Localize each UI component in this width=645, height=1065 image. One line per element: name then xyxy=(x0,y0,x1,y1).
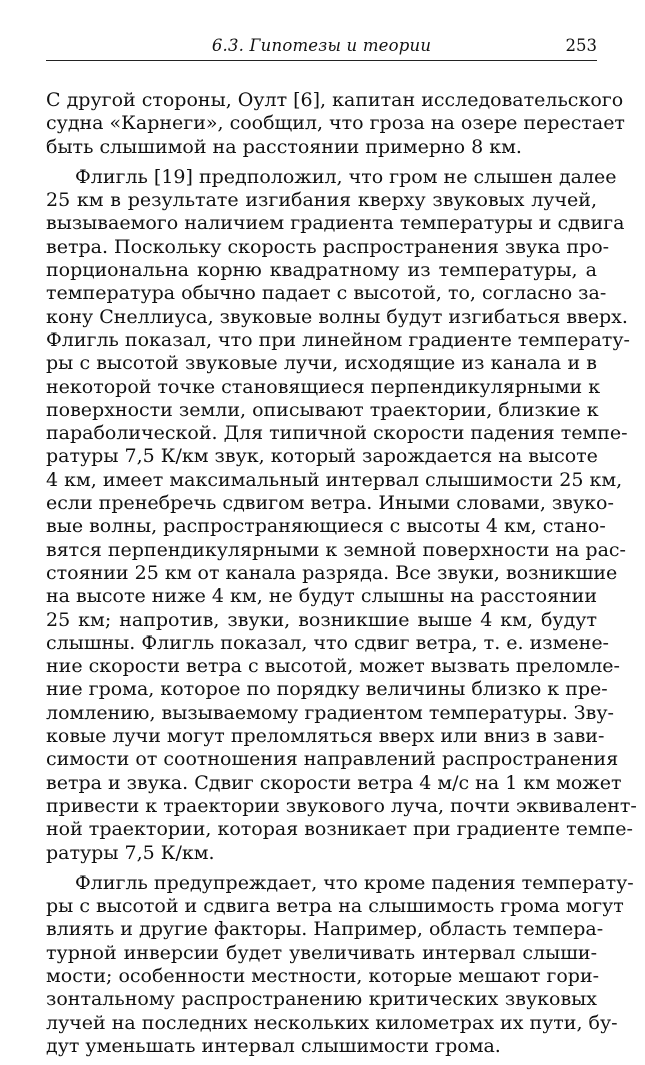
text-line: ковые лучи могут преломляться вверх или вниз в зави- xyxy=(46,725,605,748)
text-line: Флигль [19] предположил, что гром не слышен далее xyxy=(75,165,617,188)
text-line: ветра. Поскольку скорость распространения звука про- xyxy=(46,235,610,258)
page-number: 253 xyxy=(565,36,597,55)
text-line: Флигль предупреждает, что кроме падения температу- xyxy=(75,871,634,894)
text-line: дут уменьшать интервал слышимости грома. xyxy=(46,1034,501,1057)
text-line: С другой стороны, Оулт [6], капитан исследовательского xyxy=(46,89,624,111)
book-page xyxy=(46,34,637,1065)
text-line: лучей на последних нескольких километрах их пути, бу- xyxy=(46,1011,618,1034)
body-text xyxy=(46,89,637,1058)
text-line: поверхности земли, описывают траектории, близкие к xyxy=(46,398,599,421)
text-line: привести к траектории звукового луча, почти эквивалент- xyxy=(46,794,637,817)
text-line: ры с высотой звуковые лучи, исходящие из канала и в xyxy=(46,352,597,375)
text-line: 4 км, имеет максимальный интервал слышимости 25 км, xyxy=(46,468,623,491)
text-line: ратуры 7,5 К/км звук, который зарождается на высоте xyxy=(46,445,598,468)
running-title: 6.3. Гипотезы и теории xyxy=(211,36,432,55)
text-line: турной инверсии будет увеличивать интервал слыши- xyxy=(46,941,597,964)
text-line: зонтальному распространению критических звуковых xyxy=(46,988,597,1011)
text-line: ломлению, вызываемому градиентом температуры. Зву- xyxy=(46,701,614,724)
text-line: вызываемого наличием градиента температуры и сдвига xyxy=(46,212,625,235)
text-line: 25 км; напротив, звуки, возникшие выше 4 км, будут xyxy=(46,608,597,631)
text-line: 25 км в результате изгибания кверху звуковых лучей, xyxy=(46,189,597,212)
text-line: слышны. Флигль показал, что сдвиг ветра, т. е. измене- xyxy=(46,631,609,654)
text-line: вятся перпендикулярными к земной поверхности на рас- xyxy=(46,538,626,561)
paragraph xyxy=(46,165,637,865)
text-line: симости от соотношения направлений распространения xyxy=(46,748,619,771)
text-line: влиять и другие факторы. Например, область темпера- xyxy=(46,918,604,941)
text-line: ветра и звука. Сдвиг скорости ветра 4 м/с на 1 км может xyxy=(46,771,622,794)
text-line: Флигль показал, что при линейном градиенте температу- xyxy=(46,328,630,351)
text-line: кону Снеллиуса, звуковые волны будут изгибаться вверх. xyxy=(46,305,628,328)
text-line: вые волны, распространяющиеся с высоты 4 км, стано- xyxy=(46,515,606,538)
text-line: ратуры 7,5 К/км. xyxy=(46,841,215,864)
text-line: если пренебречь сдвигом ветра. Иными словами, звуко- xyxy=(46,492,614,515)
text-line: порциональна корню квадратному из температуры, а xyxy=(46,259,597,282)
text-line: стоянии 25 км от канала разряда. Все звуки, возникшие xyxy=(46,561,618,584)
text-line: температура обычно падает с высотой, то, согласно за- xyxy=(46,282,607,305)
text-line: быть слышимой на расстоянии примерно 8 км. xyxy=(46,135,522,158)
text-line: ры с высотой и сдвига ветра на слышимость грома могут xyxy=(46,895,624,918)
running-head xyxy=(46,34,597,61)
text-line: ние грома, которое по порядку величины близко к пре- xyxy=(46,678,608,701)
text-line: мости; особенности местности, которые мешают гори- xyxy=(46,964,600,987)
text-line: на высоте ниже 4 км, не будут слышны на расстоянии xyxy=(46,585,597,608)
text-line: ной траектории, которая возникает при градиенте темпе- xyxy=(46,818,633,841)
paragraph xyxy=(46,89,625,159)
paragraph xyxy=(46,871,634,1058)
text-line: некоторой точке становящиеся перпендикулярными к xyxy=(46,375,601,398)
text-line: ние скорости ветра с высотой, может вызвать преломле- xyxy=(46,655,620,678)
text-line: судна «Карнеги», сообщил, что гроза на озере перестает xyxy=(46,112,625,135)
text-line: параболической. Для типичной скорости падения темпе- xyxy=(46,422,628,445)
